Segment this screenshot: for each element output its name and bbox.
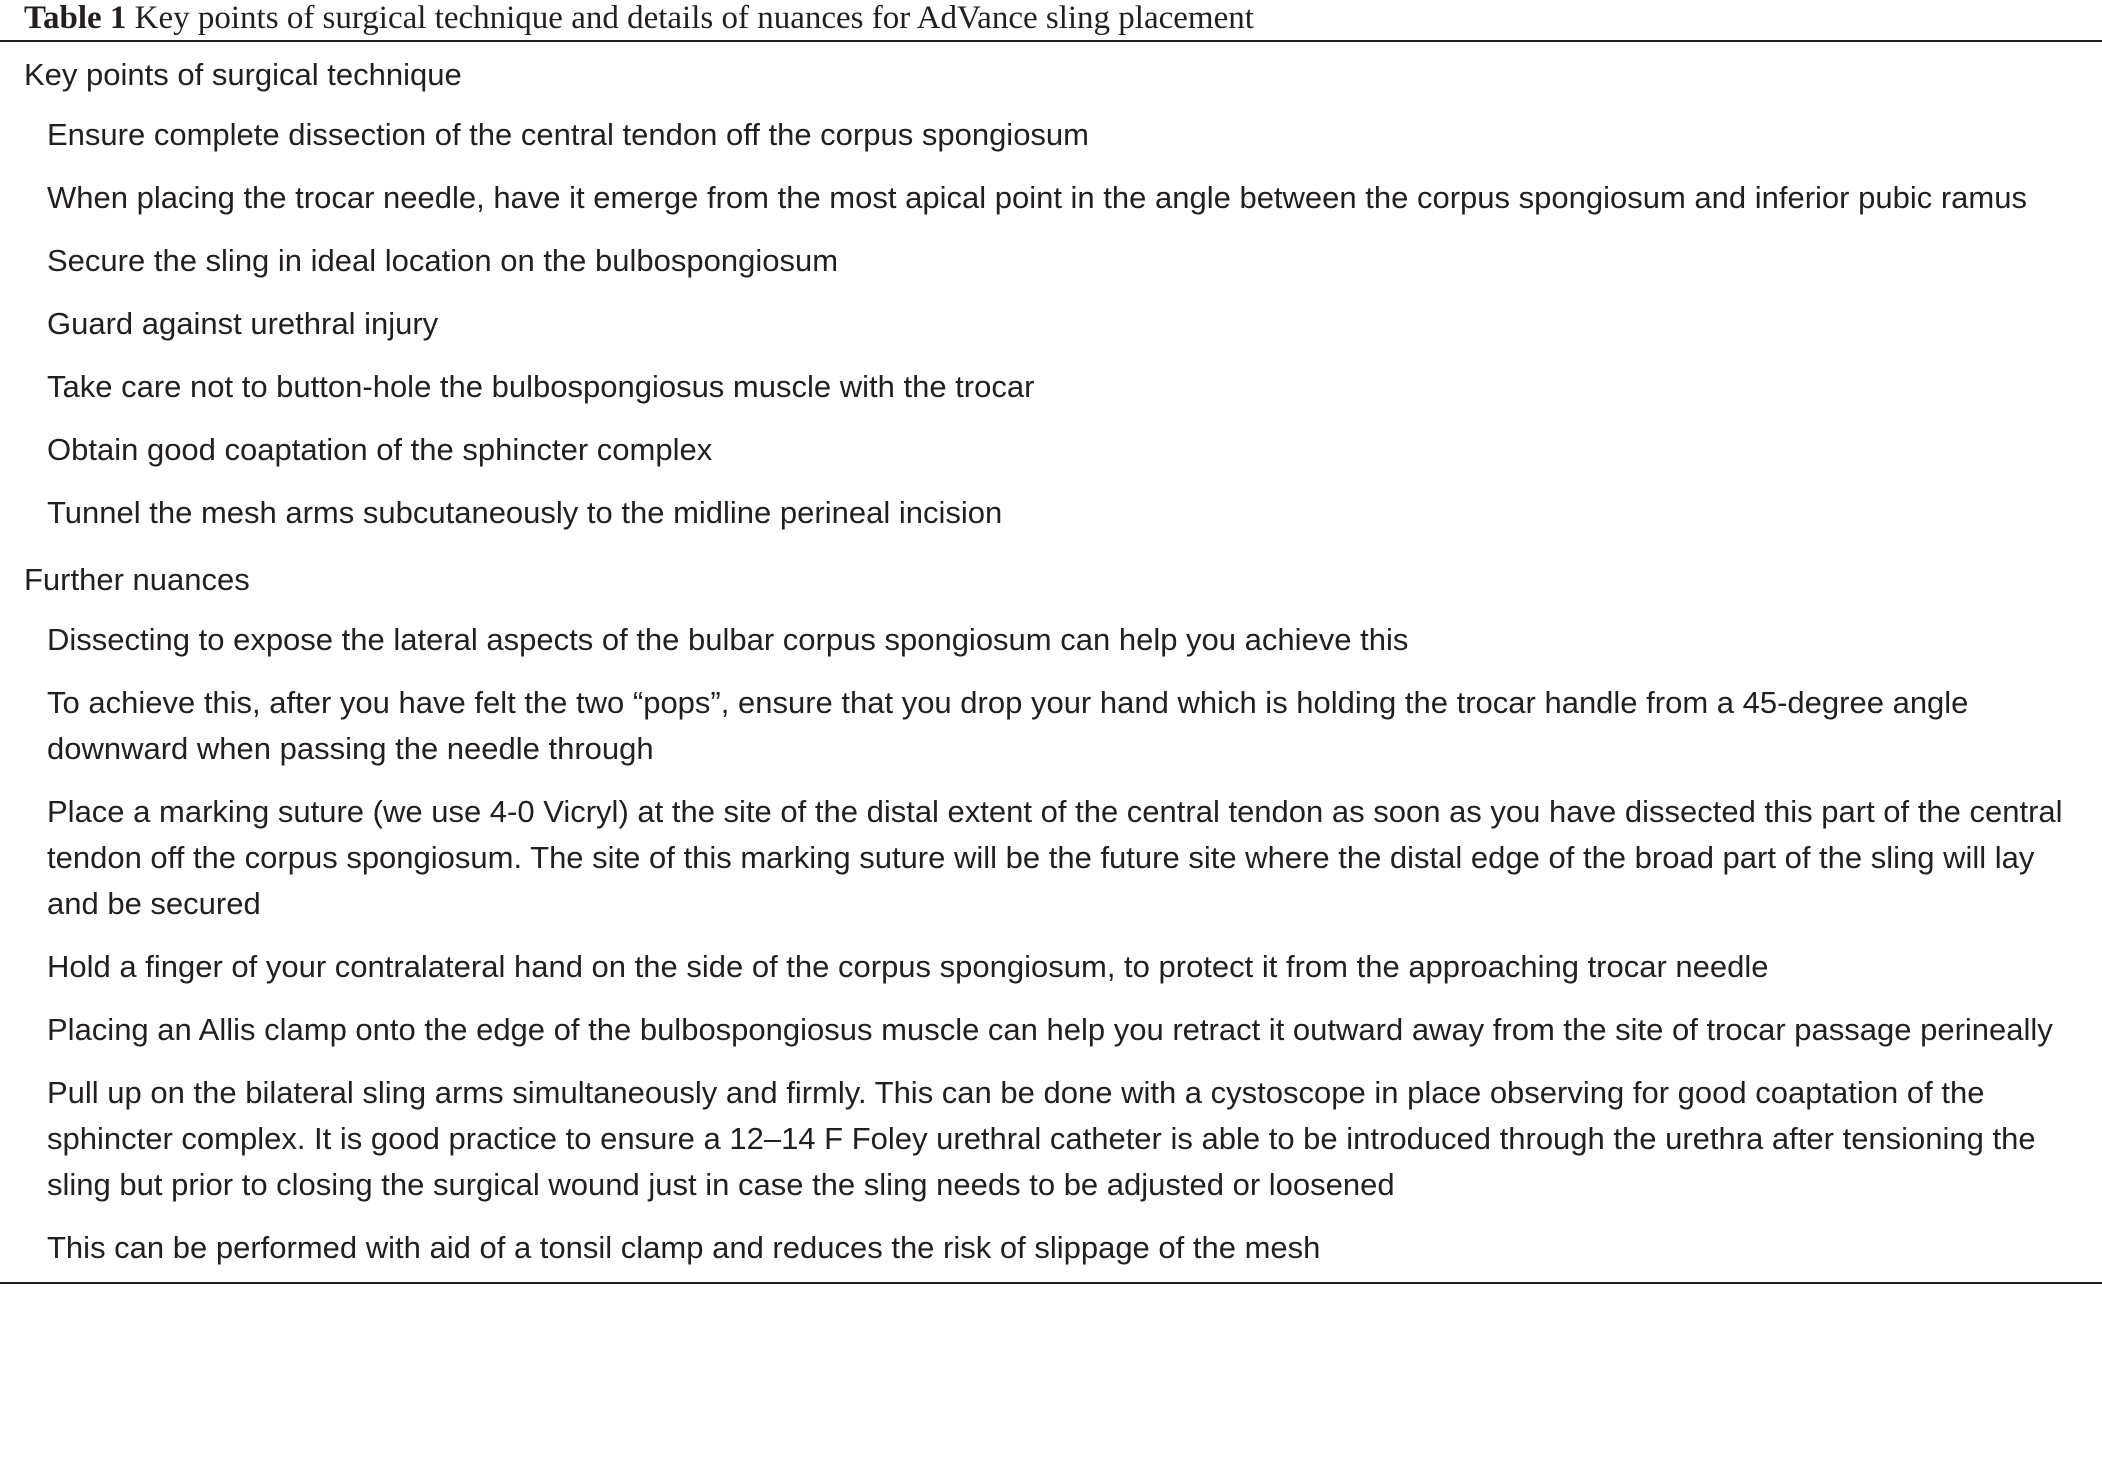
table-caption-label: Table 1 <box>24 0 127 36</box>
list-item: Dissecting to expose the lateral aspects of the bulbar corpus spongiosum can help you achieve this <box>47 622 1409 657</box>
list-item: To achieve this, after you have felt the two “pops”, ensure that you drop your hand which is holding the trocar handle from a 45-degree angle downward when passing the needle through <box>47 685 1969 766</box>
list-item: Hold a finger of your contralateral hand on the side of the corpus spongiosum, to protect it from the approaching trocar needle <box>47 949 1769 984</box>
list-item: Placing an Allis clamp onto the edge of the bulbospongiosus muscle can help you retract it outward away from the site of trocar passage perineally <box>47 1012 2053 1047</box>
list-item: When placing the trocar needle, have it emerge from the most apical point in the angle between the corpus spongiosum and inferior pubic ramus <box>47 180 2027 215</box>
list-item: Guard against urethral injury <box>47 306 439 341</box>
bottom-rule <box>0 1282 2102 1284</box>
list-item: Tunnel the mesh arms subcutaneously to the midline perineal incision <box>47 495 1003 530</box>
section-key-points <box>0 42 2102 547</box>
list-item: Secure the sling in ideal location on the bulbospongiosum <box>47 243 839 278</box>
item-list <box>0 106 2102 547</box>
section-further-nuances <box>0 547 2102 1282</box>
item-list <box>0 611 2102 1282</box>
table-body <box>0 42 2102 1282</box>
list-item: Pull up on the bilateral sling arms simultaneously and firmly. This can be done with a cystoscope in place observing for good coaptation of the sphincter complex. It is good practice to ensure a 12–14 F Foley urethral catheter is able to be introduced through the urethra after tensioning the sling but prior to closing the surgical wound just in case the sling needs to be adjusted or loosened <box>47 1075 2036 1202</box>
list-item: Ensure complete dissection of the central tendon off the corpus spongiosum <box>47 117 1089 152</box>
section-heading: Key points of surgical technique <box>24 57 462 92</box>
list-item: This can be performed with aid of a tonsil clamp and reduces the risk of slippage of the mesh <box>47 1230 1321 1265</box>
table-caption-text: Key points of surgical technique and details of nuances for AdVance sling placement <box>134 0 1254 36</box>
list-item: Obtain good coaptation of the sphincter complex <box>47 432 713 467</box>
list-item: Place a marking suture (we use 4-0 Vicryl) at the site of the distal extent of the central tendon as soon as you have dissected this part of the central tendon off the corpus spongiosum. The site of this marking suture will be the future site where the distal edge of the broad part of the sling will lay and be secured <box>47 794 2063 921</box>
section-heading: Further nuances <box>24 562 250 597</box>
list-item: Take care not to button-hole the bulbospongiosus muscle with the trocar <box>47 369 1035 404</box>
table-caption <box>0 0 2102 40</box>
